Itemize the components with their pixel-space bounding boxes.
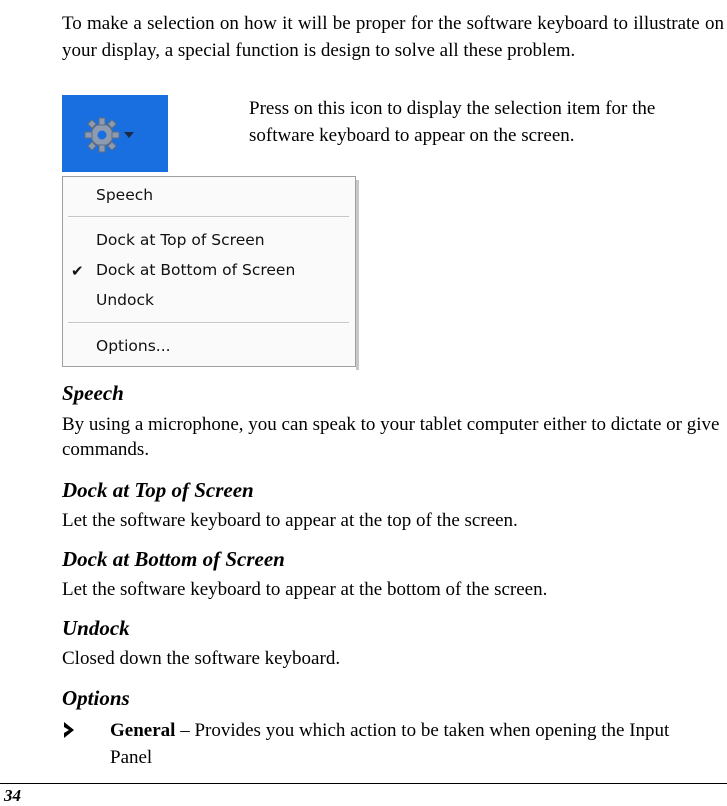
undock-description: Closed down the software keyboard. — [62, 648, 341, 669]
keyboard-options-button[interactable] — [62, 95, 168, 172]
options-heading: Options — [62, 686, 130, 710]
menu-item-dock-top[interactable]: Dock at Top of Screen — [96, 231, 265, 249]
undock-heading: Undock — [62, 616, 130, 640]
gear-dropdown-icon — [84, 115, 148, 155]
menu-item-options[interactable]: Options... — [96, 337, 171, 355]
dock-bottom-description: Let the software keyboard to appear at the bottom of the screen. — [62, 579, 548, 600]
menu-item-speech[interactable]: Speech — [96, 186, 154, 204]
check-icon: ✔ — [71, 262, 84, 280]
menu-item-dock-bottom[interactable]: Dock at Bottom of Screen — [96, 261, 296, 279]
menu-separator — [68, 216, 349, 218]
general-option-item — [110, 717, 710, 771]
menu-item-undock[interactable]: Undock — [96, 291, 154, 309]
icon-note: Press on this icon to display the selection item for the software keyboard to appear on the screen. — [249, 98, 656, 146]
arrow-bullet-icon — [62, 720, 78, 740]
footer-rule — [0, 783, 727, 784]
speech-heading: Speech — [62, 381, 124, 405]
keyboard-context-menu — [62, 176, 356, 367]
intro-paragraph: To make a selection on how it will be proper for the software keyboard to illustrate on your display, a special function is design to solve all these problem. — [62, 13, 724, 61]
speech-description: By using a microphone, you can speak to your tablet computer either to dictate or give commands. — [62, 414, 720, 460]
dock-top-heading: Dock at Top of Screen — [62, 478, 254, 502]
general-term: General — [110, 720, 176, 741]
dock-bottom-heading: Dock at Bottom of Screen — [62, 547, 285, 571]
menu-separator — [68, 322, 349, 324]
page-number: 34 — [4, 786, 21, 805]
menu-shadow — [356, 180, 359, 370]
general-description: – Provides you which action to be taken when opening the Input Panel — [110, 720, 670, 768]
dock-top-description: Let the software keyboard to appear at the top of the screen. — [62, 510, 518, 531]
